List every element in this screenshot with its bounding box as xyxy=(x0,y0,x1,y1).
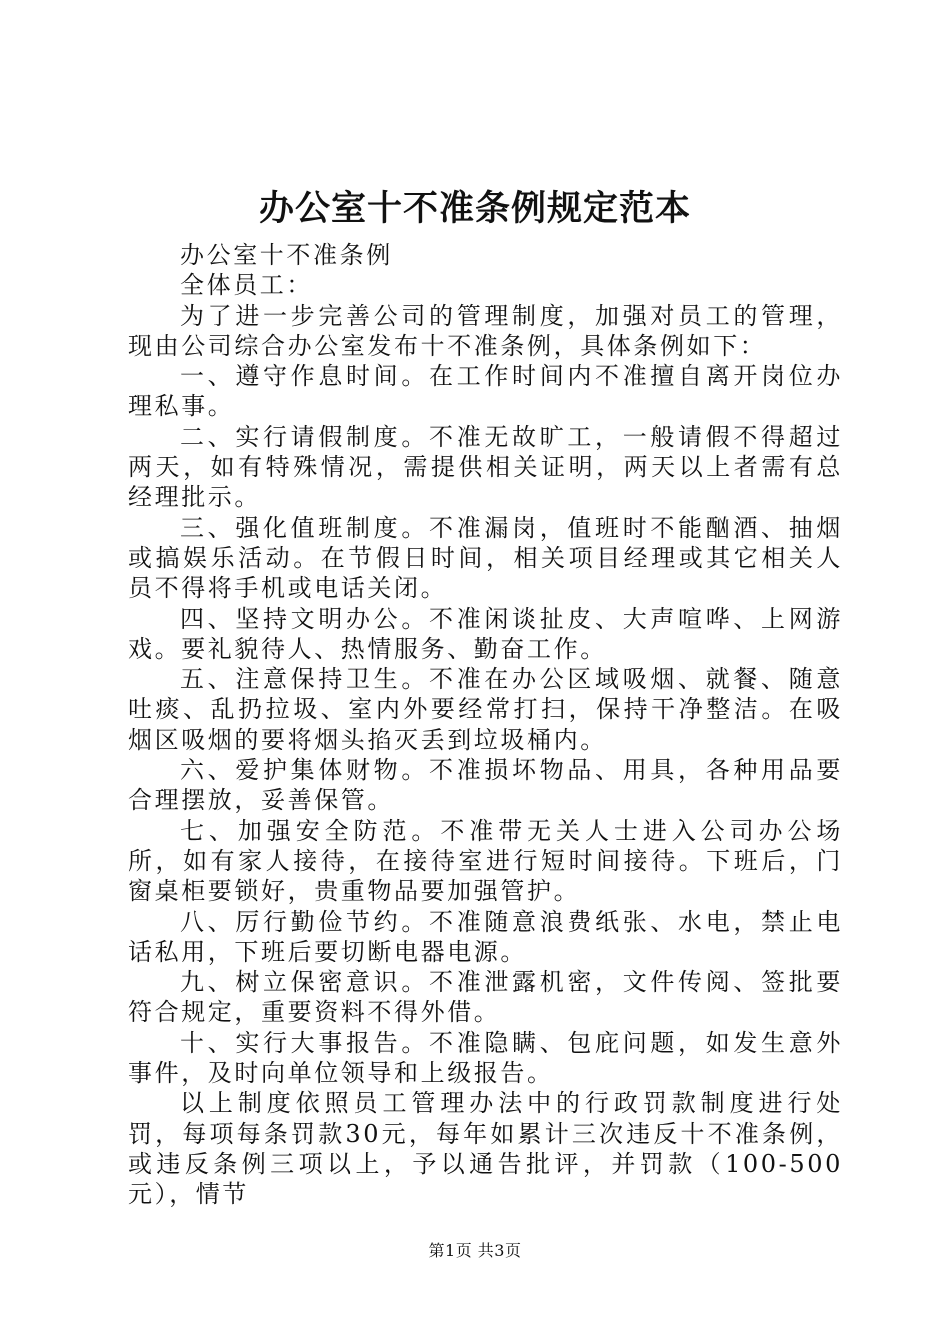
rule-8: 八、厉行勤俭节约。不准随意浪费纸张、水电，禁止电话私用，下班后要切断电器电源。 xyxy=(128,907,843,966)
document-title: 办公室十不准条例规定范本 xyxy=(258,188,691,229)
rule-3: 三、强化值班制度。不准漏岗，值班时不能酗酒、抽烟或搞娱乐活动。在节假日时间，相关项目经理或其它相关人员不得将手机或电话关闭。 xyxy=(128,513,843,603)
document-body xyxy=(128,240,843,1210)
rule-1: 一、遵守作息时间。在工作时间内不准擅自离开岗位办理私事。 xyxy=(128,362,843,421)
rule-2: 二、实行请假制度。不准无故旷工，一般请假不得超过两天，如有特殊情况，需提供相关证明，两天以上者需有总经理批示。 xyxy=(128,422,843,512)
rule-5: 五、注意保持卫生。不准在办公区域吸烟、就餐、随意吐痰、乱扔拉圾、室内外要经常打扫，保持干净整洁。在吸烟区吸烟的要将烟头掐灭丢到垃圾桶内。 xyxy=(128,665,843,754)
paragraph-heading: 办公室十不准条例 xyxy=(180,241,393,269)
page-footer: 第1页 共3页 xyxy=(428,1241,522,1260)
rule-10: 十、实行大事报告。不准隐瞒、包庇问题，如发生意外事件，及时向单位领导和上级报告。 xyxy=(128,1028,843,1088)
paragraph-salutation: 全体员工： xyxy=(180,271,313,300)
paragraph-intro: 为了进一步完善公司的管理制度，加强对员工的管理，现由公司综合办公室发布十不准条例，具体条例如下： xyxy=(128,301,843,360)
rule-6: 六、爱护集体财物。不准损坏物品、用具，各种用品要合理摆放，妥善保管。 xyxy=(128,756,843,815)
paragraph-penalty: 以上制度依照员工管理办法中的行政罚款制度进行处罚，每项每条罚款30元，每年如累计三次违反十不准条例，或违反条例三项以上，予以通告批评，并罚款（100-500元），情节 xyxy=(128,1089,843,1209)
rule-9: 九、树立保密意识。不准泄露机密，文件传阅、签批要符合规定，重要资料不得外借。 xyxy=(128,968,843,1027)
rule-4: 四、坚持文明办公。不准闲谈扯皮、大声喧哗、上网游戏。要礼貌待人、热情服务、勤奋工作。 xyxy=(128,604,843,663)
rule-7: 七、加强安全防范。不准带无关人士进入公司办公场所，如有家人接待，在接待室进行短时间接待。下班后，门窗桌柜要锁好，贵重物品要加强管护。 xyxy=(128,816,843,906)
